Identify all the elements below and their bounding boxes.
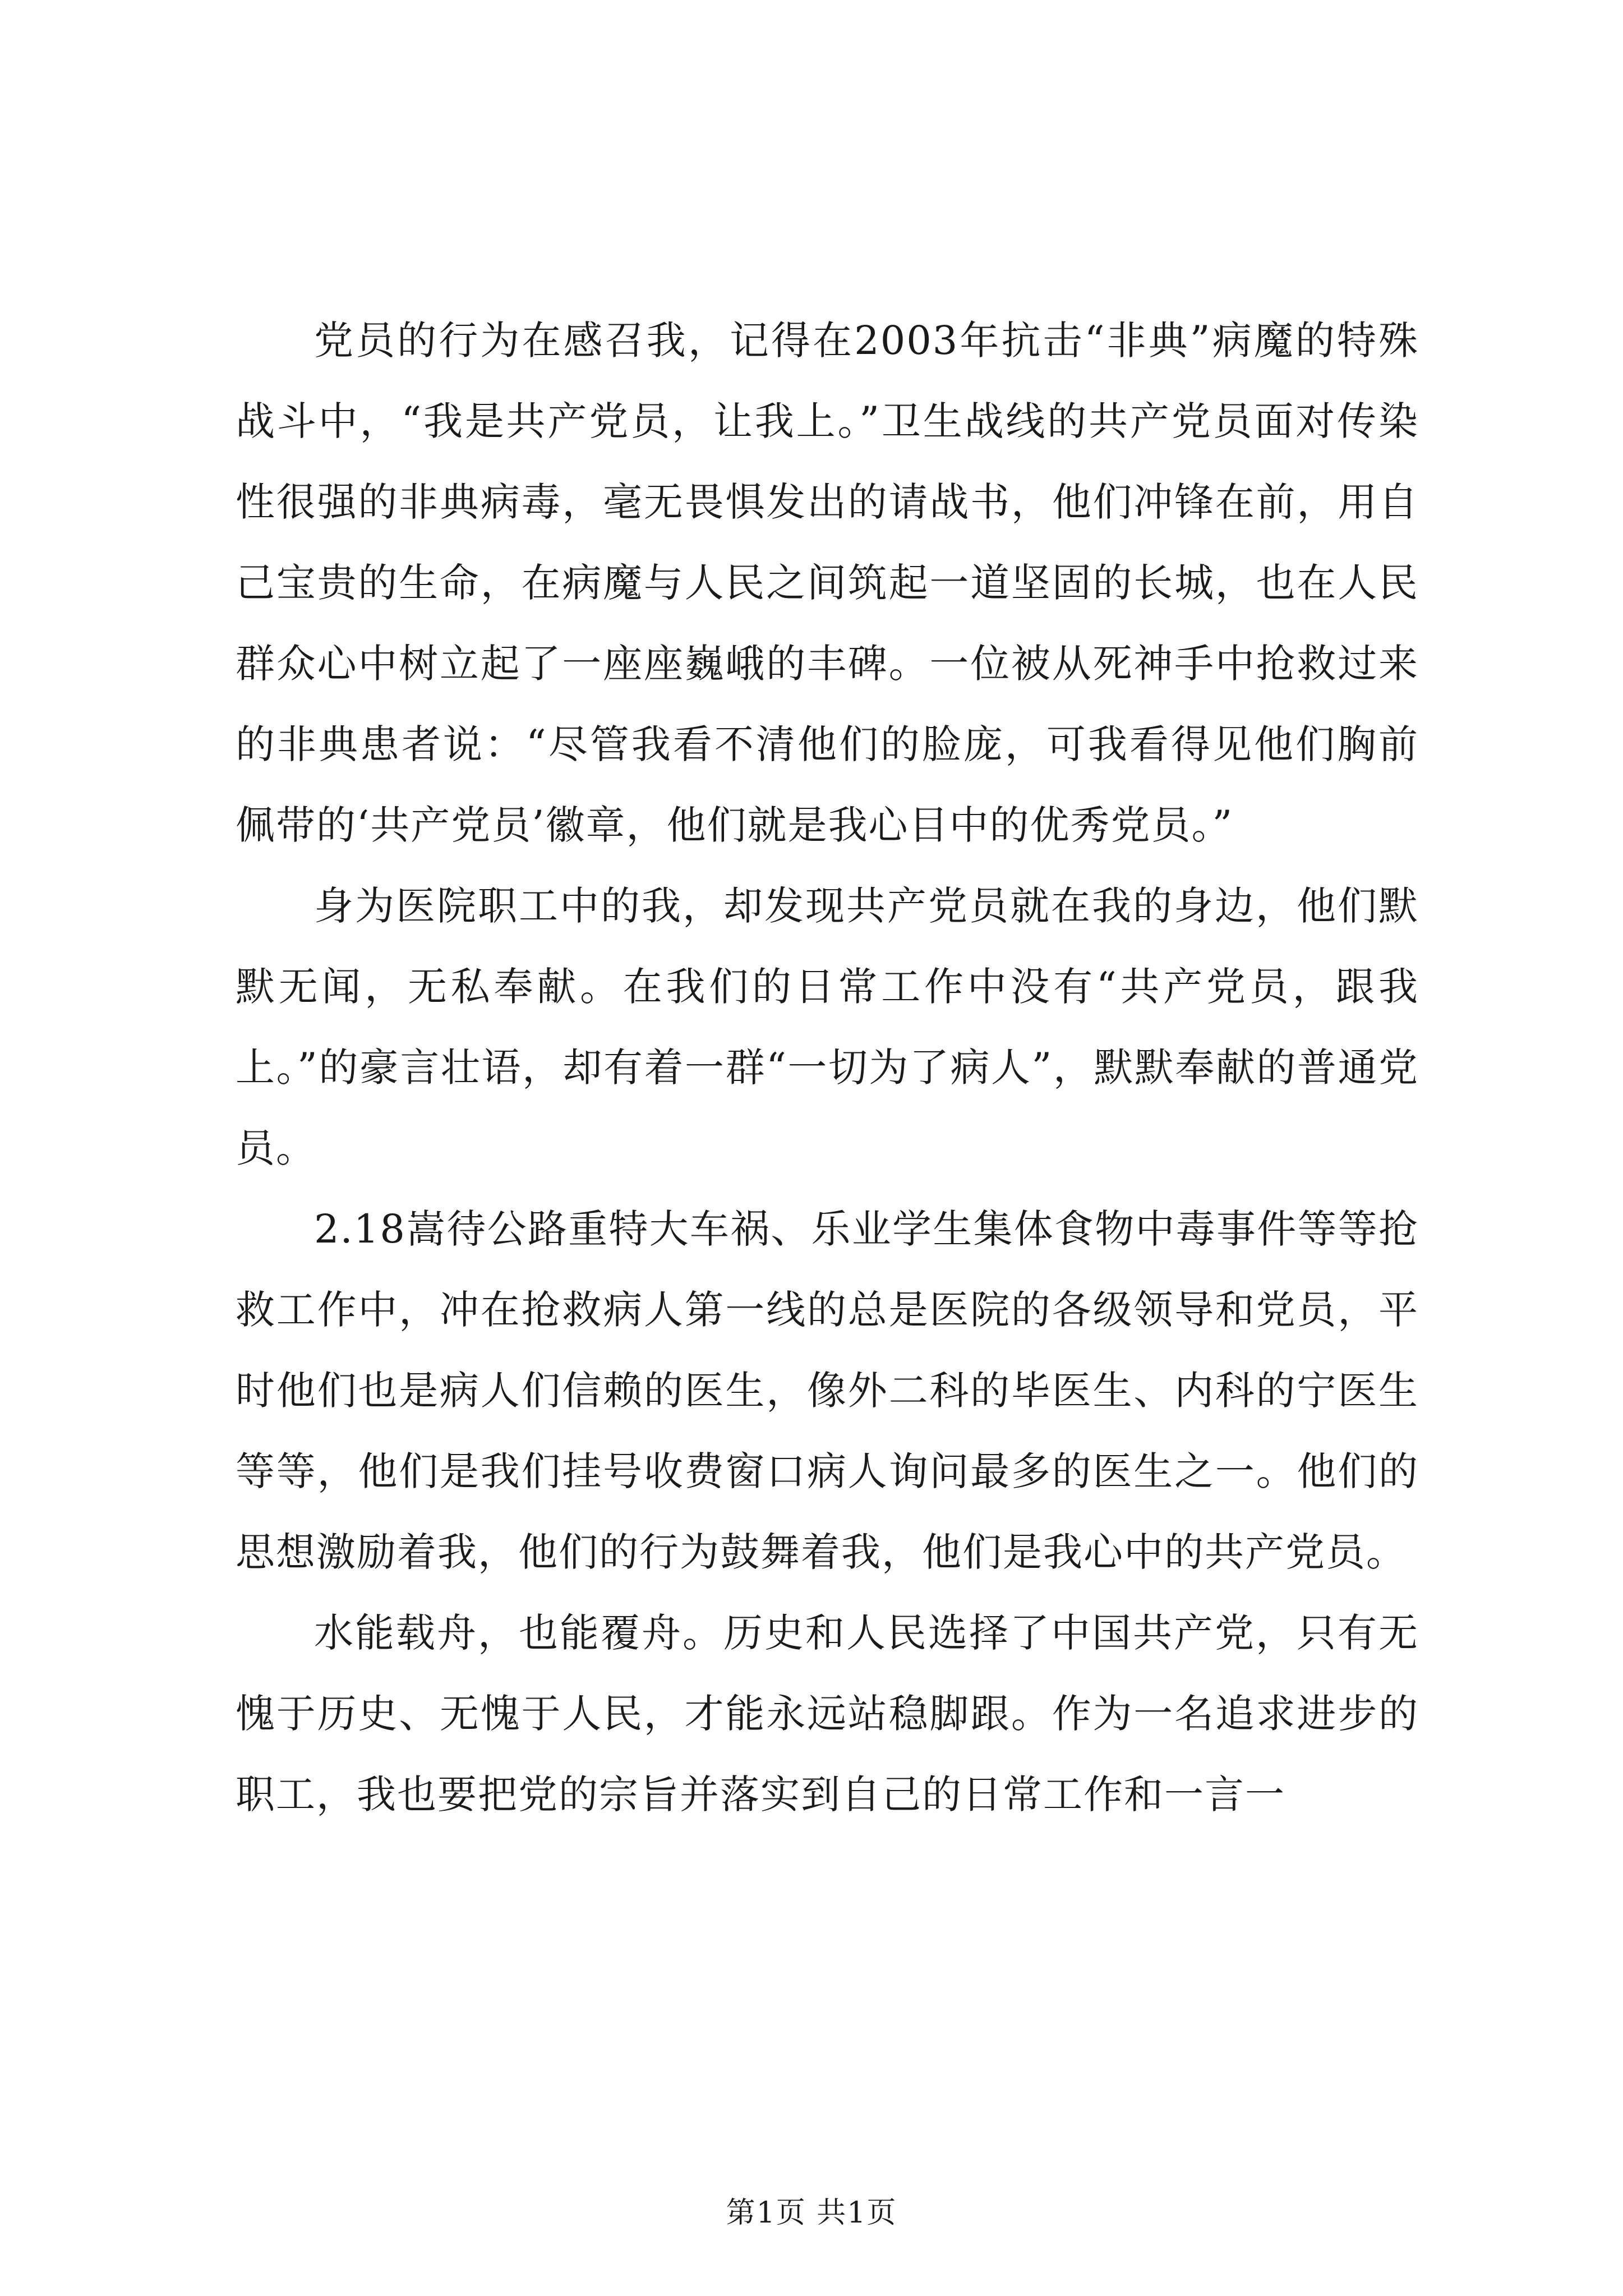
body-text <box>236 300 1419 1835</box>
page-footer: 第1页 共1页 <box>726 2196 897 2230</box>
paragraph-4: 水能载舟，也能覆舟。历史和人民选择了中国共产党，只有无愧于历史、无愧于人民，才能永远站稳脚跟。作为一名追求进步的职工，我也要把党的宗旨并落实到自己的日常工作和一言一 <box>236 1610 1419 1818</box>
paragraph-2: 身为医院职工中的我，却发现共产党员就在我的身边，他们默默无闻，无私奉献。在我们的日常工作中没有“共产党员，跟我上。”的豪言壮语，却有着一群“一切为了病人”，默默奉献的普通党员。 <box>236 883 1419 1171</box>
paragraph-1: 党员的行为在感召我，记得在2003年抗击“非典”病魔的特殊战斗中，“我是共产党员，让我上。”卫生战线的共产党员面对传染性很强的非典病毒，毫无畏惧发出的请战书，他们冲锋在前，用自己宝贵的生命，在病魔与人民之间筑起一道坚固的长城，也在人民群众心中树立起了一座座巍峨的丰碑。一位被从死神手中抢救过来的非典患者说：“尽管我看不清他们的脸庞，可我看得见他们胸前佩带的‘共产党员’徽章，他们就是我心目中的优秀党员。” <box>236 318 1419 848</box>
paragraph-3: 2.18嵩待公路重特大车祸、乐业学生集体食物中毒事件等等抢救工作中，冲在抢救病人第一线的总是医院的各级领导和党员，平时他们也是病人们信赖的医生，像外二科的毕医生、内科的宁医生等等，他们是我们挂号收费窗口病人询问最多的医生之一。他们的思想激励着我，他们的行为鼓舞着我，他们是我心中的共产党员。 <box>236 1206 1419 1575</box>
